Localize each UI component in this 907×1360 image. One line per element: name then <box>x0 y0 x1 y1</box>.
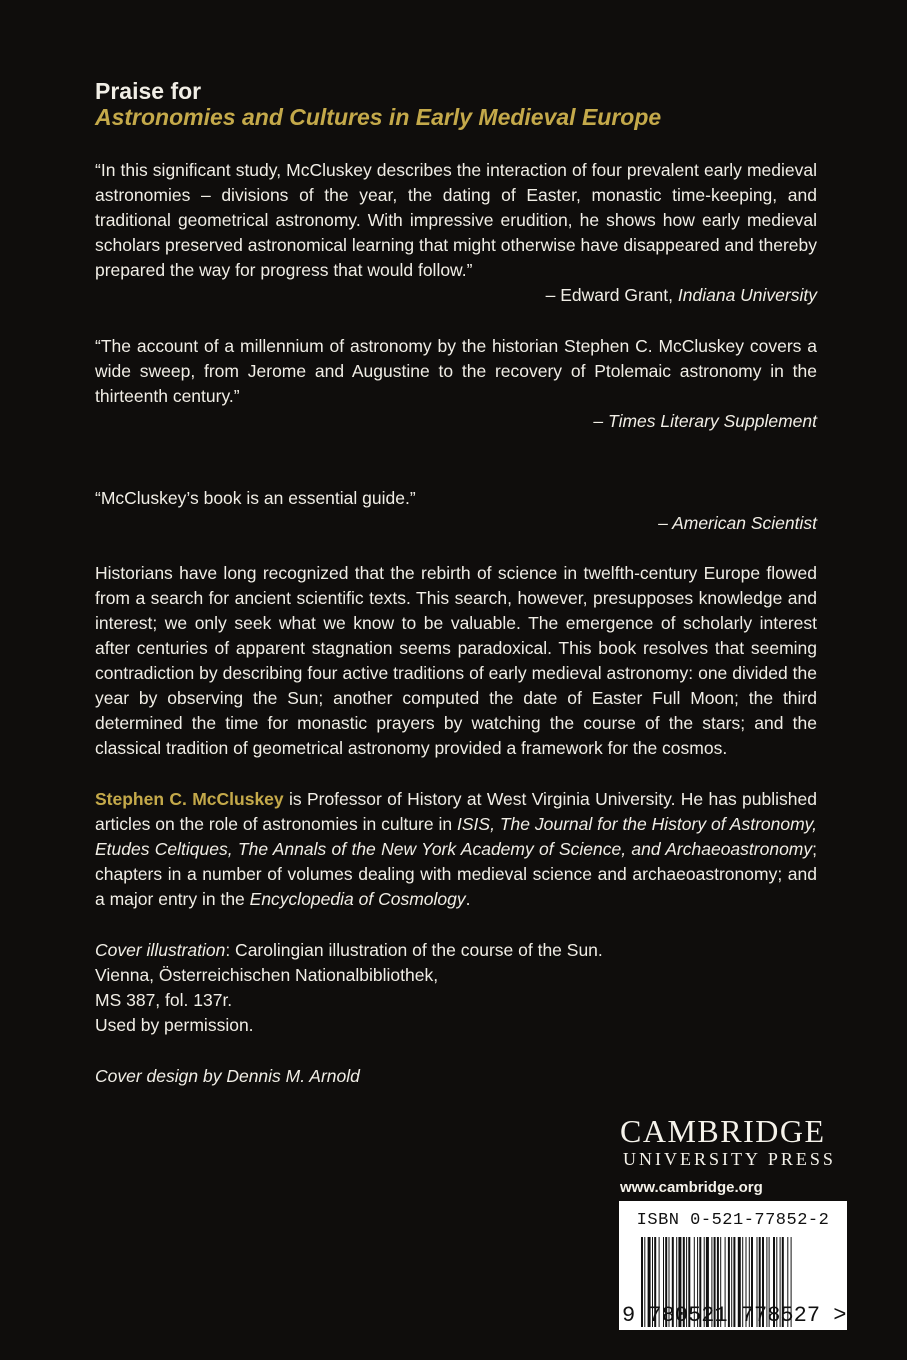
bio-journals: ISIS, The Journal for the History of Astronomy, Etudes Celtiques, The Annals of the New York Academy of Science, and Archaeoastronomy <box>95 814 817 859</box>
attribution-prefix: – Edward Grant, <box>545 285 678 305</box>
bio-encyclopedia: Encyclopedia of Cosmology <box>249 889 466 909</box>
attribution-source: Indiana University <box>677 285 817 305</box>
quote-attribution <box>95 409 817 434</box>
praise-heading <box>95 78 817 130</box>
barcode-digits: 9 780521 778527 > <box>622 1303 847 1328</box>
publisher-url: www.cambridge.org <box>620 1179 763 1196</box>
cover-credit-line: MS 387, fol. 137r. <box>95 990 233 1010</box>
quote-text: “McCluskey’s book is an essential guide.” <box>95 488 416 508</box>
cover-illustration-credit <box>95 938 817 1038</box>
book-title: Astronomies and Cultures in Early Medieval Europe <box>95 104 662 130</box>
praise-heading-line1: Praise for <box>95 78 202 104</box>
review-quote-2 <box>95 334 817 434</box>
book-description: Historians have long recognized that the rebirth of science in twelfth-century Europe flowed from a search for ancient scientific texts. This search, however, presupposes knowledge and interest; we only seek what we know to be valuable. The emergence of scholarly interest after centuries of apparent stagnation seems paradoxical. This book resolves that seeming contradiction by describing four active traditions of early medieval astronomy: one divided the year by observing the Sun; another computed the date of Easter Full Moon; the third determined the time for monastic prayers by watching the course of the stars; and the classical tradition of geometrical astronomy provided a framework for the cosmos. <box>95 563 817 758</box>
publisher-logo <box>620 1114 845 1198</box>
isbn-text: ISBN 0-521-77852-2 <box>636 1211 830 1230</box>
bio-text: is Professor of History at West Virginia University. He has published articles on the role of astronomies in culture in <box>95 789 817 834</box>
publisher-subname: UNIVERSITY PRESS <box>623 1149 836 1169</box>
isbn-barcode <box>619 1201 847 1330</box>
back-cover-text <box>95 78 817 1086</box>
author-bio <box>95 787 817 912</box>
author-name: Stephen C. McCluskey <box>95 789 284 809</box>
quote-attribution <box>95 283 817 308</box>
quote-text: “The account of a millennium of astronomy by the historian Stephen C. McCluskey covers a wide sweep, from Jerome and Augustine to the recovery of Ptolemaic astronomy in the thirteenth century.” <box>95 336 817 406</box>
cover-credit-line: Used by permission. <box>95 1015 254 1035</box>
quote-text: “In this significant study, McCluskey describes the interaction of four prevalent early medieval astronomies – divisions of the year, the dating of Easter, monastic time-keeping, and traditional geometrical astronomy. With impressive erudition, he shows how early medieval scholars preserved astronomical learning that might otherwise have disappeared and thereby prepared the way for progress that would follow.” <box>95 160 817 280</box>
quote-attribution <box>95 511 817 536</box>
bio-text: . <box>465 889 471 909</box>
barcode-bars <box>641 1237 837 1307</box>
bio-text: ; chapters in a number of volumes dealing with medieval science and archaeoastronomy; and a major entry in the <box>95 839 817 909</box>
publisher-name: CAMBRIDGE <box>620 1113 826 1149</box>
attribution-source: American Scientist <box>672 513 817 533</box>
attribution-prefix: – <box>593 411 609 431</box>
attribution-source: Times Literary Supplement <box>608 411 817 431</box>
review-quote-1 <box>95 158 817 308</box>
cover-design-credit: Cover design by Dennis M. Arnold <box>95 1066 360 1086</box>
attribution-prefix: – <box>658 513 673 533</box>
review-quote-3 <box>95 486 817 536</box>
cover-credit-line: Vienna, Österreichischen Nationalbibliothek, <box>95 965 439 985</box>
cover-credit-label: Cover illustration <box>95 940 226 960</box>
cover-credit-line: : Carolingian illustration of the course of the Sun. <box>225 940 603 960</box>
